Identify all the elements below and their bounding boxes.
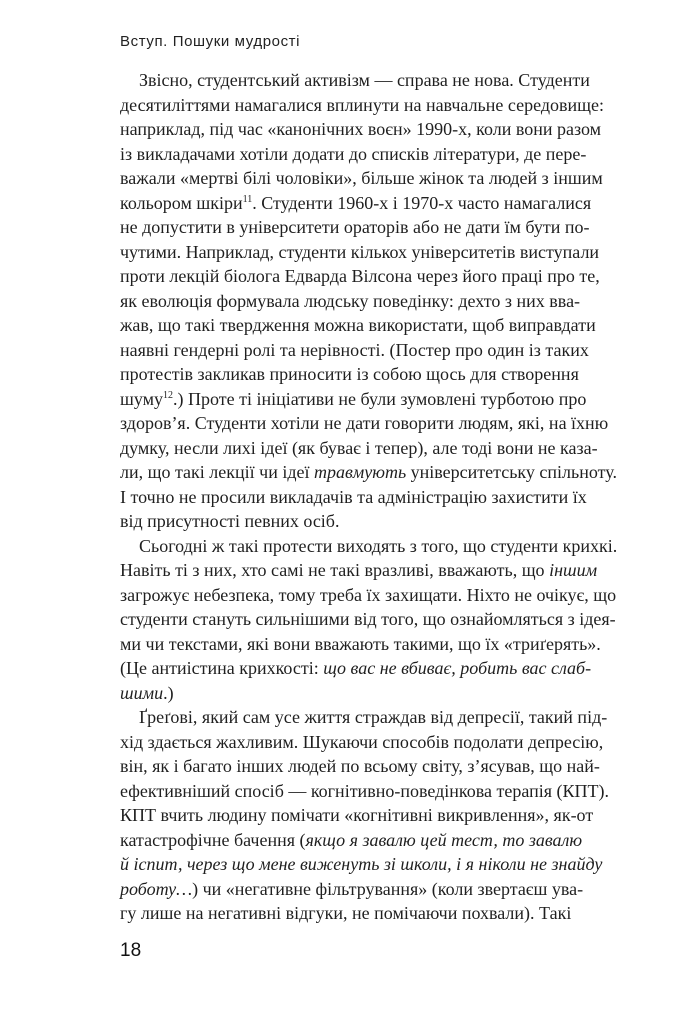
text-span: від присутності певних осіб.	[120, 511, 340, 531]
text-line	[120, 362, 579, 387]
text-line	[120, 313, 596, 338]
text-span: жав, що такі твердження можна використати, щоб виправдати	[120, 315, 596, 335]
text-line	[120, 828, 583, 853]
text-span: (Це антиістина крихкості:	[120, 658, 324, 678]
text-line	[120, 485, 587, 510]
italic-text: іншим	[549, 560, 598, 580]
text-line	[120, 411, 609, 436]
text-line	[120, 460, 617, 485]
text-line	[120, 730, 604, 755]
body-text	[120, 68, 618, 926]
text-line	[120, 166, 603, 191]
text-span: катастрофічне бачення (	[120, 829, 306, 850]
text-line	[120, 754, 600, 779]
text-span: Навіть ті з них, хто самі не такі вразливі, вважають, що	[120, 560, 550, 580]
running-head: Вступ. Пошуки мудрості	[120, 33, 301, 50]
text-span: . Студенти 1960-х і 1970-х часто намагалися	[252, 192, 592, 213]
text-span: думку, несли лихі ідеї (як буває і тепер), але тоді вони не каза-	[120, 437, 598, 458]
italic-text: травмують	[313, 462, 407, 482]
text-line	[120, 191, 592, 216]
text-line	[120, 705, 608, 730]
text-span: гу лише на негативні відгуки, не помічаючи похвали). Такі	[120, 903, 572, 923]
text-line	[120, 803, 594, 828]
text-span: важали «мертві білі чоловіки», більше жінок та людей з іншим	[120, 168, 603, 188]
text-span: протестів закликав приносити із собою щось для створення	[120, 364, 579, 384]
text-line	[120, 607, 616, 632]
text-span: Сьогодні ж такі протести виходять з того, що студенти крихкі.	[139, 535, 618, 556]
text-line	[120, 656, 592, 681]
text-span: із викладачами хотіли додати до списків літератури, де пере-	[120, 143, 587, 164]
text-span: здоров’я. Студенти хотіли не дати говорити людям, які, на їхню	[120, 413, 609, 433]
text-span: хід здається жахливим. Шукаючи способів подолати депресію,	[120, 731, 604, 752]
text-span: студенти стануть сильнішими від того, що ознайомляться з ідея-	[120, 609, 616, 629]
text-line	[120, 240, 600, 265]
text-span: ) чи «негативне фільтрування» (коли звертаєш ува-	[192, 878, 584, 899]
text-line	[120, 289, 581, 314]
text-line	[120, 632, 601, 657]
text-line	[120, 215, 590, 240]
text-span: чутими. Наприклад, студенти кількох університетів виступали	[120, 241, 600, 262]
text-line	[120, 68, 590, 93]
text-line	[120, 583, 617, 608]
text-line	[120, 681, 571, 706]
italic-text: якщо я завалю цей тест, то завалю	[305, 829, 583, 850]
italic-text: шими	[120, 682, 164, 703]
text-span: .)	[163, 682, 174, 703]
text-span: .) Проте ті ініціативи не були зумовлені турботою про	[173, 388, 587, 409]
text-line	[120, 387, 587, 412]
italic-text: й іспит, через що мене виженуть зі школи, і я ніколи не знайду	[120, 854, 603, 874]
text-span: проти лекцій біолога Едварда Вілсона через його праці про те,	[120, 266, 600, 286]
text-line	[120, 93, 604, 118]
text-line	[120, 338, 589, 363]
footnote-ref: 11	[242, 193, 253, 205]
text-span: наявні гендерні ролі та нерівності. (Постер про один із таких	[120, 339, 589, 360]
text-span: ми чи текстами, які вони вважають такими, що їх «триґерять».	[120, 633, 601, 654]
italic-text: роботу…	[120, 878, 193, 899]
text-line	[120, 142, 587, 167]
text-line	[120, 509, 571, 534]
italic-text: що вас не вбиває, робить вас слаб-	[323, 658, 592, 678]
text-line	[120, 901, 571, 926]
text-line	[120, 436, 598, 461]
text-span: кольором шкіри	[120, 192, 243, 213]
text-span: загрожує небезпека, тому треба їх захищати. Ніхто не очікує, що	[120, 584, 617, 605]
text-span: ефективніший спосіб — когнітивно-поведінкова терапія (КПТ).	[120, 780, 609, 801]
text-line	[120, 779, 609, 804]
text-span: він, як і багато інших людей по всьому світу, з’ясував, що най-	[120, 756, 600, 776]
text-line	[120, 264, 600, 289]
footnote-ref: 12	[163, 389, 174, 401]
text-span: Ґреґові, який сам усе життя страждав від депресії, такий під-	[139, 707, 608, 727]
text-span: наприклад, під час «канонічних воєн» 1990-х, коли вони разом	[120, 119, 602, 139]
text-line	[120, 534, 618, 559]
text-line	[120, 877, 584, 902]
text-line	[120, 558, 598, 583]
text-span: університетську спільноту.	[406, 462, 617, 482]
text-span: Звісно, студентський активізм — справа не нова. Студенти	[139, 70, 590, 90]
text-span: не допустити в університети ораторів або не дати їм бути по-	[120, 217, 590, 237]
text-span: шуму	[120, 388, 164, 409]
text-span: КПТ вчить людину помічати «когнітивні викривлення», як-от	[120, 805, 594, 825]
text-span: І точно не просили викладачів та адміністрацію захистити їх	[120, 486, 587, 507]
text-span: ли, що такі лекції чи ідеї	[120, 462, 314, 482]
text-line	[120, 117, 602, 142]
text-line	[120, 852, 603, 877]
text-span: десятиліттями намагалися вплинути на навчальне середовище:	[120, 94, 604, 115]
text-span: як еволюція формувала людську поведінку: дехто з них вва-	[120, 290, 581, 311]
page-number: 18	[120, 940, 142, 961]
